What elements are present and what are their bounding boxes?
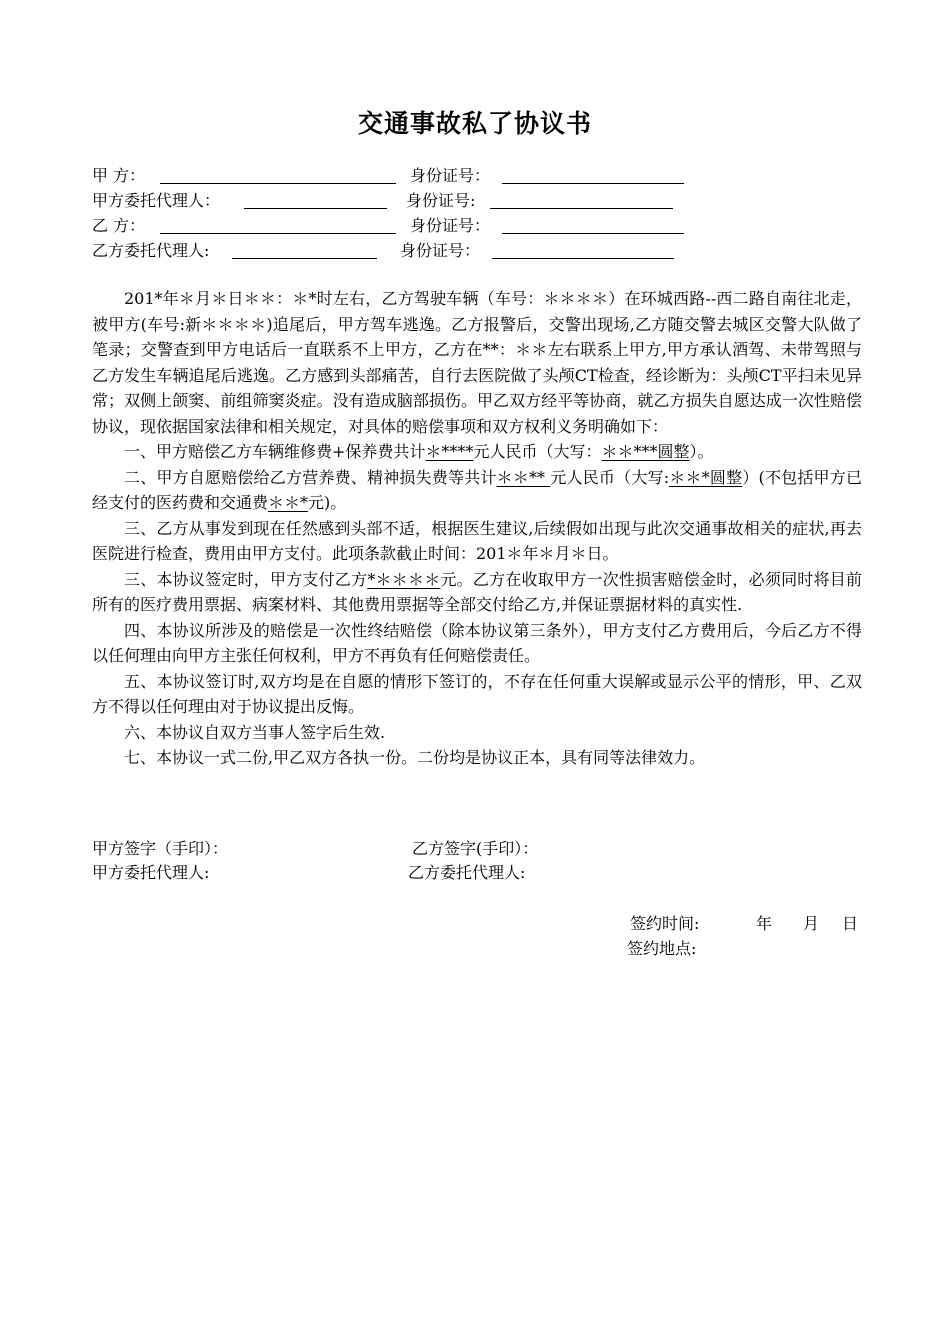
clause-3a: 三、乙方从事发到现在任然感到头部不适，根据医生建议,后续假如出现与此次交通事故相关的症状,再去医院进行检查，费用由甲方支付。此项条款截止时间：201＊年＊月＊日。 bbox=[92, 518, 862, 563]
party-a-id-line bbox=[502, 183, 684, 184]
party-b-agent-row bbox=[92, 238, 872, 264]
document-title: 交通事故私了协议书 bbox=[357, 109, 592, 138]
clause-5: 五、本协议签订时,双方均是在自愿的情形下签订的，不存在任何重大误解或显示公平的情形，甲、乙双方不得以任何理由对于协议提出反悔。 bbox=[92, 671, 862, 716]
party-b-agent-line bbox=[232, 258, 377, 259]
clause-3b-amount: *＊＊＊＊ bbox=[367, 569, 441, 589]
party-a-agent-id-line bbox=[490, 208, 673, 209]
clause-2-amount: ＊＊** bbox=[496, 467, 551, 487]
clause-3b bbox=[92, 567, 862, 618]
clause-1 bbox=[92, 439, 862, 465]
party-a-agent-line bbox=[244, 208, 387, 209]
clause-2-text: 二、甲方自愿赔偿给乙方营养费、精神损失费等共计 bbox=[124, 467, 497, 487]
clause-2-end: 元)。 bbox=[308, 493, 347, 512]
clause-3b-text: 三、本协议签定时，甲方支付乙方 bbox=[124, 569, 368, 589]
clause-1-mid: 元人民币（大写： bbox=[473, 442, 602, 461]
clause-7: 七、本协议一式二份,甲乙双方各执一份。二份均是协议正本，具有同等法律效力。 bbox=[124, 748, 706, 767]
party-b-agent-id-label: 身份证号： bbox=[400, 241, 481, 260]
clause-3b-end: 元。乙方在收取甲方一次性损害赔偿金时，必须同时将目前所有的医疗费用票据、病案材料、其他费用票据等全部交付给乙方,并保证票据材料的真实性. bbox=[92, 569, 862, 614]
party-a-agent-label: 甲方委托代理人： bbox=[92, 191, 221, 210]
signing-time-label: 签约时间: bbox=[630, 914, 700, 933]
clause-1-end: ）。 bbox=[689, 442, 714, 461]
signing-day: 日 bbox=[842, 914, 859, 933]
party-a-line bbox=[160, 183, 396, 184]
party-a-row bbox=[92, 163, 872, 189]
party-a-agent-signature-label: 甲方委托代理人: bbox=[92, 863, 210, 882]
intro-paragraph: 201*年＊月＊日＊＊：＊*时左右，乙方驾驶车辆（车号：＊＊＊＊）在环城西路--西二路自南往北走，被甲方(车号:新＊＊＊＊)追尾后，甲方驾车逃逸。乙方报警后，交警出现场,乙方随交警去城区交警大队做了笔录；交警查到甲方电话后一直联系不上甲方，乙方在**：＊＊左右联系上甲方,甲方承认酒驾、未带驾照与乙方发生车辆追尾后逃逸。乙方感到头部痛苦，自行去医院做了头颅CT检查，经诊断为：头颅CT平扫未见异常；双侧上颌窦、前组筛窦炎症。没有造成脑部损伤。甲乙双方经平等协商，就乙方损失自愿达成一次性赔偿协议，现依据国家法律和相关规定，对具体的赔偿事项和双方权利义务明确如下： bbox=[92, 289, 862, 436]
party-b-agent-signature-label: 乙方委托代理人: bbox=[408, 863, 526, 882]
party-b-label: 乙 方： bbox=[92, 216, 146, 235]
clause-6: 六、本协议自双方当事人签字后生效. bbox=[124, 722, 386, 742]
clause-1-amount: ＊**** bbox=[425, 442, 474, 461]
clause-2 bbox=[92, 465, 862, 516]
clause-2-mid: 元人民币（大写: bbox=[550, 467, 670, 487]
party-b-row bbox=[92, 213, 872, 239]
party-b-id-line bbox=[502, 233, 684, 234]
party-a-signature-label: 甲方签字（手印）： bbox=[92, 839, 229, 858]
party-a-id-label: 身份证号： bbox=[410, 166, 491, 185]
party-a-label: 甲 方： bbox=[92, 166, 146, 185]
clause-1-text: 一、甲方赔偿乙方车辆维修费+保养费共计 bbox=[124, 442, 426, 461]
signing-month: 月 bbox=[803, 914, 820, 933]
party-b-id-label: 身份证号： bbox=[410, 216, 491, 235]
clause-1-amount-cn: ＊＊***圆整 bbox=[601, 442, 690, 461]
clause-2-amount2: ＊＊* bbox=[268, 493, 309, 512]
party-b-signature-label: 乙方签字(手印）： bbox=[412, 839, 539, 858]
party-b-line bbox=[160, 233, 396, 234]
party-b-agent-label: 乙方委托代理人: bbox=[92, 241, 210, 260]
signing-place-label: 签约地点: bbox=[627, 939, 697, 958]
clause-4: 四、本协议所涉及的赔偿是一次性终结赔偿（除本协议第三条外），甲方支付乙方费用后，今后乙方不得以任何理由向甲方主张任何权利，甲方不再负有任何赔偿责任。 bbox=[92, 620, 862, 665]
party-a-agent-row bbox=[92, 188, 872, 214]
clause-2-mid2: ）(不包括甲方已经支付的医药费和交通费 bbox=[92, 467, 862, 512]
agreement-body bbox=[92, 286, 862, 771]
signing-time-row bbox=[630, 911, 859, 934]
clause-2-amount-cn: ＊＊*圆整 bbox=[669, 467, 743, 487]
signing-year: 年 bbox=[756, 914, 773, 933]
party-b-agent-id-line bbox=[492, 258, 674, 259]
party-a-agent-id-label: 身份证号: bbox=[406, 191, 476, 210]
